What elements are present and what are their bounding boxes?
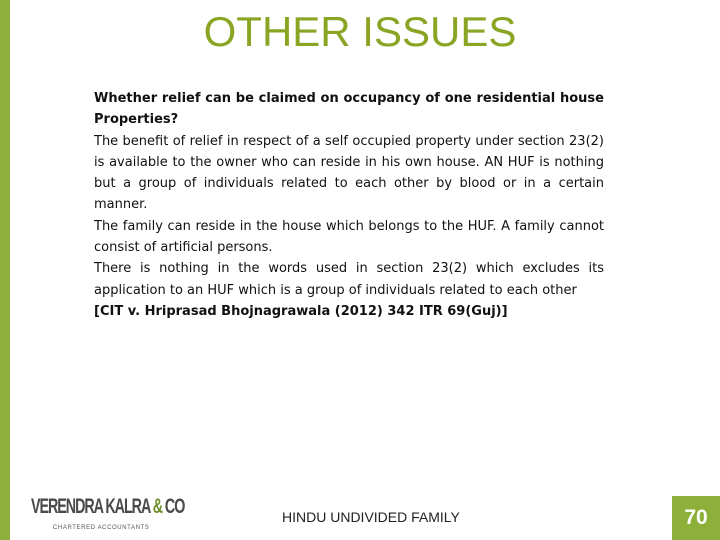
body-paragraph-2: The family can reside in the house which belongs to the HUF. A family cannot consist of artificial persons.	[94, 218, 604, 256]
firm-logo	[31, 494, 185, 538]
body-paragraph-1: The benefit of relief in respect of a self occupied property under section 23(2) is available to the owner who can reside in his own house. AN HUF is nothing but a group of individuals related to each other by blood or in a certain manner.	[94, 133, 604, 213]
case-citation: [CIT v. Hriprasad Bhojnagrawala (2012) 342 ITR 69(Guj)]	[94, 303, 508, 319]
left-accent-bar	[0, 0, 10, 540]
page-number-badge: 70	[672, 496, 720, 540]
logo-wordmark: VERENDRA KALRA & CO	[31, 495, 185, 518]
logo-subtitle: CHARTERED ACCOUNTANTS	[53, 525, 150, 531]
slide-body	[94, 88, 604, 322]
body-paragraph-3: There is nothing in the words used in section 23(2) which excludes its application to an HUF which is a group of individuals related to each other	[94, 261, 604, 298]
footer-title: HINDU UNDIVIDED FAMILY	[282, 509, 460, 525]
slide-title: OTHER ISSUES	[203, 8, 517, 55]
question-heading: Whether relief can be claimed on occupancy of one residential house Properties?	[94, 91, 604, 128]
